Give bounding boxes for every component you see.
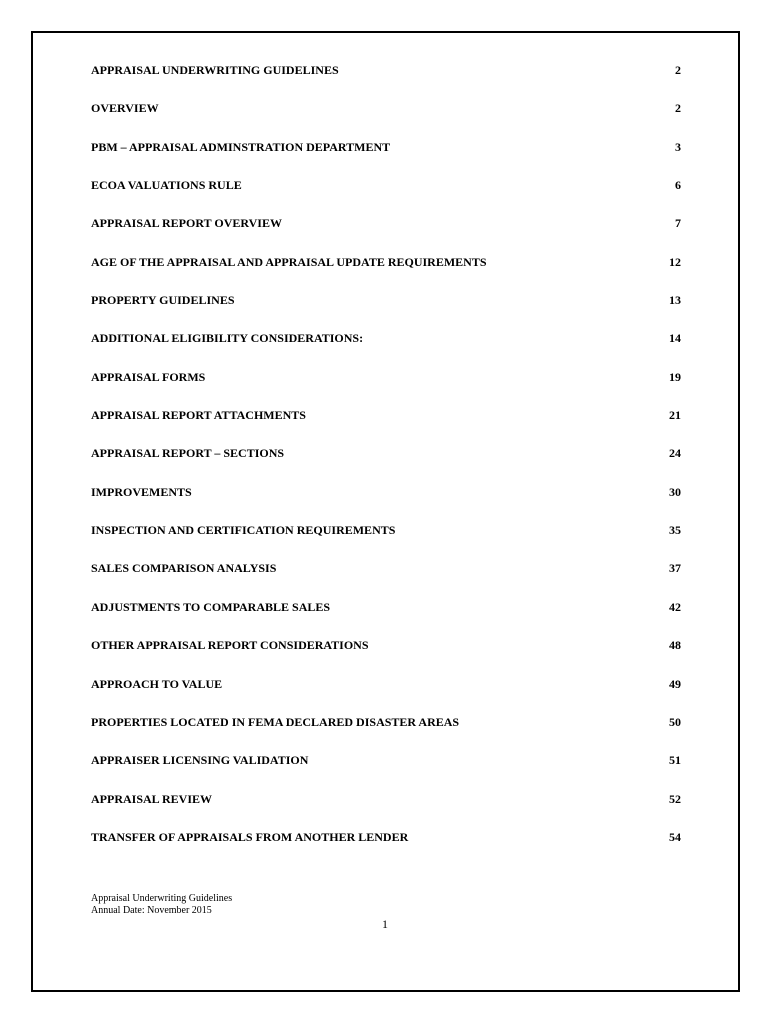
toc-entry-title: APPRAISAL REPORT ATTACHMENTS (91, 408, 306, 423)
toc-entry-title: APPRAISER LICENSING VALIDATION (91, 753, 309, 768)
toc-entry-title: APPRAISAL UNDERWRITING GUIDELINES (91, 63, 339, 77)
toc-entry[interactable] (91, 522, 681, 560)
toc-entry[interactable] (91, 484, 681, 522)
toc-entry-page: 35 (669, 523, 681, 538)
toc-entry[interactable] (91, 637, 681, 675)
toc-entry-title: ECOA VALUATIONS RULE (91, 178, 242, 193)
toc-entry-page: 7 (675, 216, 681, 231)
toc-entry-title: TRANSFER OF APPRAISALS FROM ANOTHER LENDER (91, 829, 409, 844)
toc-entry[interactable] (91, 676, 681, 714)
toc-entry-title: APPRAISAL REVIEW (91, 791, 213, 806)
toc-entry[interactable] (91, 752, 681, 790)
toc-entry[interactable] (91, 62, 681, 100)
toc-entry[interactable] (91, 369, 681, 407)
toc-entry-page: 37 (669, 561, 681, 576)
toc-entry-title: APPRAISAL FORMS (91, 369, 206, 384)
toc-entry-page: 13 (669, 293, 681, 308)
toc-entry-title: SALES COMPARISON ANALYSIS (91, 561, 277, 576)
toc-entry-title: ADJUSTMENTS TO COMPARABLE SALES (91, 599, 331, 614)
toc-entry-title: PBM – APPRAISAL ADMINSTRATION DEPARTMENT (91, 139, 391, 154)
toc-entry-page: 48 (669, 638, 681, 653)
toc-entry-page: 30 (669, 484, 681, 499)
toc-entry-page: 19 (669, 369, 681, 384)
toc-entry-page: 50 (669, 714, 681, 729)
toc-entry-page: 49 (669, 676, 681, 691)
toc-entry-title: PROPERTIES LOCATED IN FEMA DECLARED DISASTER AREAS (91, 714, 460, 729)
toc-entry[interactable] (91, 215, 681, 253)
toc-entry-page: 2 (675, 63, 681, 77)
toc-entry[interactable] (91, 560, 681, 598)
toc-entry-page: 52 (669, 791, 681, 806)
table-of-contents (91, 62, 681, 867)
footer-annual-date: Annual Date: November 2015 (91, 905, 212, 916)
toc-entry[interactable] (91, 445, 681, 483)
toc-entry[interactable] (91, 292, 681, 330)
toc-entry-page: 42 (669, 599, 681, 614)
toc-entry-page: 12 (669, 254, 681, 269)
toc-entry-title: APPROACH TO VALUE (91, 676, 223, 691)
toc-entry[interactable] (91, 714, 681, 752)
toc-entry-title: ADDITIONAL ELIGIBILITY CONSIDERATIONS: (91, 331, 364, 346)
toc-entry[interactable] (91, 254, 681, 292)
toc-entry[interactable] (91, 330, 681, 368)
toc-entry[interactable] (91, 791, 681, 829)
toc-entry-title: INSPECTION AND CERTIFICATION REQUIREMENTS (91, 523, 396, 538)
toc-entry-title: OTHER APPRAISAL REPORT CONSIDERATIONS (91, 638, 369, 653)
toc-entry-page: 51 (669, 753, 681, 768)
toc-entry[interactable] (91, 139, 681, 177)
toc-entry[interactable] (91, 407, 681, 445)
page-number: 1 (382, 917, 388, 931)
toc-entry[interactable] (91, 599, 681, 637)
toc-entry-page: 21 (669, 408, 681, 423)
toc-entry[interactable] (91, 100, 681, 138)
toc-entry-title: AGE OF THE APPRAISAL AND APPRAISAL UPDATE REQUIREMENTS (91, 254, 487, 269)
toc-entry-title: APPRAISAL REPORT – SECTIONS (91, 446, 285, 461)
page-footer (91, 893, 232, 917)
toc-entry[interactable] (91, 829, 681, 867)
toc-entry-title: IMPROVEMENTS (91, 484, 192, 499)
toc-entry-title: OVERVIEW (91, 101, 159, 116)
toc-entry-page: 6 (675, 178, 681, 193)
toc-entry-title: APPRAISAL REPORT OVERVIEW (91, 216, 282, 231)
toc-entry-page: 14 (669, 331, 681, 346)
toc-entry-page: 2 (675, 101, 681, 116)
toc-entry-title: PROPERTY GUIDELINES (91, 293, 235, 308)
toc-entry-page: 3 (675, 139, 681, 154)
toc-entry-page: 54 (669, 829, 681, 844)
footer-doc-title: Appraisal Underwriting Guidelines (91, 893, 233, 904)
toc-entry[interactable] (91, 177, 681, 215)
toc-entry-page: 24 (669, 446, 681, 461)
